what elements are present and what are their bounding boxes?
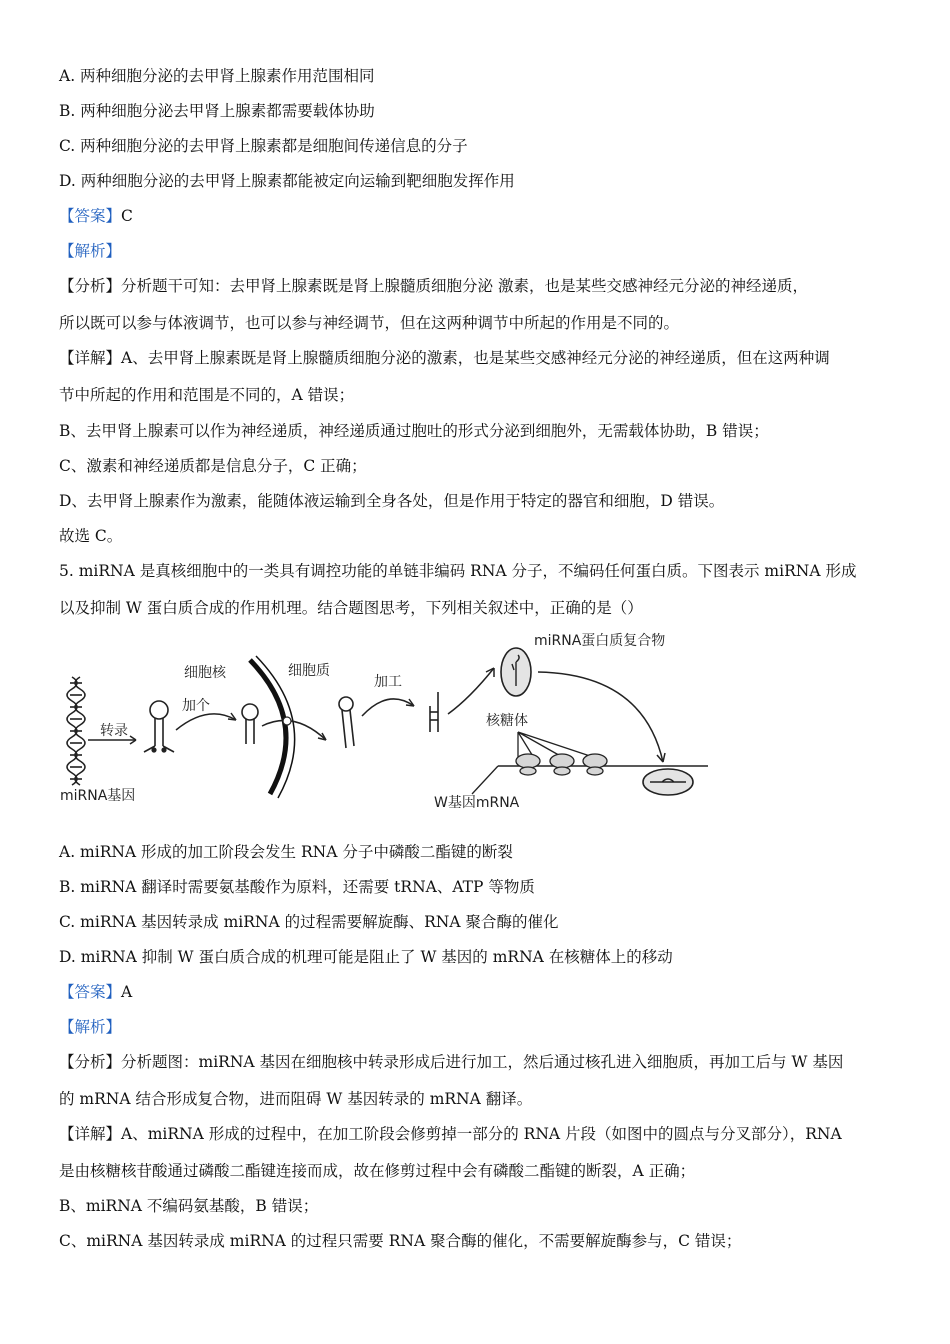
answer-value: C	[121, 207, 133, 225]
q4-option-a: A. 两种细胞分泌的去甲肾上腺素作用范围相同	[59, 67, 375, 85]
mature-mirna-icon	[430, 692, 438, 732]
processing-arrow-2	[362, 699, 414, 716]
fenxi-tag: 【分析】	[59, 1053, 122, 1071]
binding-arrow	[538, 672, 663, 762]
q5-option-a: A. miRNA 形成的加工阶段会发生 RNA 分子中磷酸二酯键的断裂	[59, 843, 513, 861]
q5-xiangjie-line-3: B、miRNA 不编码氨基酸，B 错误；	[59, 1197, 319, 1215]
label-w-gene-mrna: W基因mRNA	[434, 795, 520, 811]
label-ribosome: 核糖体	[486, 713, 528, 729]
q5-xiangjie-line-1	[59, 1124, 842, 1144]
pre-mirna-hairpin-icon	[242, 704, 258, 744]
analysis-tag: 【解析】	[59, 242, 122, 260]
processing-arrow-1	[176, 714, 236, 730]
xiangjie-tag: 【详解】	[59, 1125, 122, 1143]
fenxi-text: 分析题图：miRNA 基因在细胞核中转录形成后进行加工，然后通过核孔进入细胞质，再加工后与 W 基因	[121, 1053, 844, 1071]
q5-option-b: B. miRNA 翻译时需要氨基酸作为原料，还需要 tRNA、ATP 等物质	[59, 878, 535, 896]
q4-xiangjie-line-3: B、去甲肾上腺素可以作为神经递质，神经递质通过胞吐的形式分泌到细胞外，无需载体协助，B 错误；	[59, 422, 769, 440]
q5-xiangjie-line-4: C、miRNA 基因转录成 miRNA 的过程只需要 RNA 聚合酶的催化，不需要解旋酶参与，C 错误；	[59, 1232, 742, 1250]
label-processing-2: 加工	[374, 674, 402, 690]
q4-fenxi-line-1	[59, 276, 808, 296]
q4-xiangjie-line-4: C、激素和神经递质都是信息分子，C 正确；	[59, 457, 367, 475]
q5-xiangjie-line-2: 是由核糖核苷酸通过磷酸二酯键连接而成，故在修剪过程中会有磷酸二酯键的断裂，A 正确；	[59, 1162, 696, 1180]
q4-option-d: D. 两种细胞分泌的去甲肾上腺素都能被定向运输到靶细胞发挥作用	[59, 172, 515, 190]
cytoplasm-pre-mirna-icon	[339, 697, 354, 748]
answer-value: A	[121, 983, 133, 1001]
label-cytoplasm: 细胞质	[288, 663, 330, 679]
q4-fenxi-line-2: 所以既可以参与体液调节，也可以参与神经调节，但在这两种调节中所起的作用是不同的。	[59, 314, 680, 332]
answer-tag: 【答案】	[59, 207, 122, 225]
label-nucleus: 细胞核	[184, 665, 226, 681]
fenxi-text: 分析题干可知：去甲肾上腺素既是肾上腺髓质细胞分泌 激素，也是某些交感神经元分泌的神经递质，	[121, 277, 808, 295]
dna-helix-icon	[67, 677, 85, 785]
label-processing-1: 加个	[182, 698, 210, 714]
analysis-tag: 【解析】	[59, 1018, 122, 1036]
xiangjie-text: A、miRNA 形成的过程中，在加工阶段会修剪掉一部分的 RNA 片段（如图中的圆点与分叉部分），RNA	[121, 1125, 842, 1143]
assembly-arrow	[448, 668, 494, 714]
q4-xiangjie-line-5: D、去甲肾上腺素作为激素，能随体液运输到全身各处，但是作用于特定的器官和细胞，D 错误。	[59, 492, 725, 510]
ribosome-icon	[516, 754, 607, 775]
label-complex: miRNA蛋白质复合物	[534, 633, 666, 649]
q5-fenxi-line-1	[59, 1052, 843, 1072]
q4-option-b: B. 两种细胞分泌去甲肾上腺素都需要载体协助	[59, 102, 375, 120]
nuclear-envelope	[250, 660, 286, 794]
q4-xiangjie-line-1	[59, 348, 830, 368]
label-mirna-gene: miRNA基因	[60, 788, 136, 804]
label-transcription: 转录	[100, 723, 128, 739]
q5-answer	[59, 982, 132, 1002]
q5-stem-line-2: 以及抑制 W 蛋白质合成的作用机理。结合题图思考，下列相关叙述中，正确的是（）	[59, 599, 643, 617]
q4-conclusion: 故选 C。	[59, 527, 123, 545]
pri-mirna-hairpin-icon	[144, 701, 174, 752]
q5-analysis-heading	[59, 1017, 121, 1037]
mrna-pointer-line	[472, 766, 498, 794]
nuclear-pore-icon	[283, 717, 291, 725]
q5-fenxi-line-2: 的 mRNA 结合形成复合物，进而阻碍 W 基因转录的 mRNA 翻译。	[59, 1090, 533, 1108]
answer-tag: 【答案】	[59, 983, 122, 1001]
fenxi-tag: 【分析】	[59, 277, 122, 295]
q4-xiangjie-line-2: 节中所起的作用和范围是不同的，A 错误；	[59, 386, 355, 404]
q4-option-c: C. 两种细胞分泌的去甲肾上腺素都是细胞间传递信息的分子	[59, 137, 468, 155]
q5-option-c: C. miRNA 基因转录成 miRNA 的过程需要解旋酶、RNA 聚合酶的催化	[59, 913, 559, 931]
q5-option-d: D. miRNA 抑制 W 蛋白质合成的机理可能是阻止了 W 基因的 mRNA 在核糖体上的移动	[59, 948, 673, 966]
q4-answer	[59, 206, 133, 226]
q4-analysis-heading	[59, 241, 121, 261]
xiangjie-text: A、去甲肾上腺素既是肾上腺髓质细胞分泌的激素，也是某些交感神经元分泌的神经递质，但在这两种调	[121, 349, 830, 367]
q5-stem-line-1: 5. miRNA 是真核细胞中的一类具有调控功能的单链非编码 RNA 分子，不编码任何蛋白质。下图表示 miRNA 形成	[59, 562, 857, 580]
xiangjie-tag: 【详解】	[59, 349, 122, 367]
mirna-mechanism-figure	[58, 622, 708, 817]
